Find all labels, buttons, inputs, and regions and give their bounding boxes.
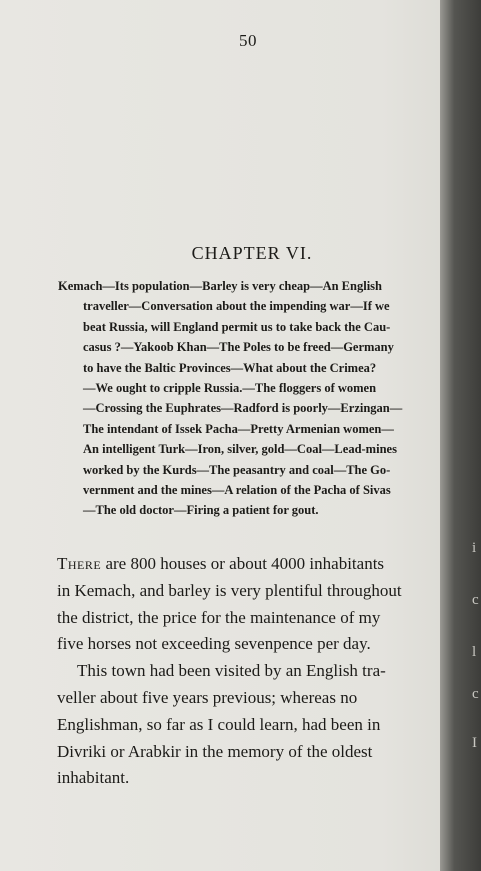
edge-letter: I: [472, 735, 477, 751]
opening-word: There: [57, 554, 102, 573]
synopsis-line: worked by the Kurds—The peasantry and coal—The Go-: [83, 462, 391, 477]
paragraph-line: the district, the price for the maintenance of my: [57, 607, 381, 627]
edge-letter: l: [472, 644, 477, 660]
edge-letter: c: [472, 686, 479, 702]
synopsis-line: traveller—Conversation about the impending war—If we: [83, 299, 390, 314]
paragraph-line-text: are 800 houses or about 4000 inhabitants: [101, 554, 385, 573]
chapter-title: CHAPTER VI.: [191, 243, 313, 264]
edge-letter: i: [472, 540, 477, 556]
synopsis-line: vernment and the mines—A relation of the Pacha of Sivas: [83, 483, 391, 498]
next-page-edge: [472, 540, 481, 780]
synopsis-line: An intelligent Turk—Iron, silver, gold—Coal—Lead-mines: [83, 442, 397, 457]
paragraph-line: inhabitant.: [57, 768, 130, 788]
synopsis-line: —Crossing the Euphrates—Radford is poorly—Erzingan—: [83, 401, 403, 416]
edge-letter: c: [472, 592, 479, 608]
body-text: [57, 551, 449, 792]
paragraph-line: five horses not exceeding sevenpence per day.: [57, 634, 371, 654]
paragraph-line: Englishman, so far as I could learn, had been in: [57, 714, 381, 734]
synopsis-line: casus ?—Yakoob Khan—The Poles to be freed—Germany: [83, 340, 394, 355]
synopsis-line: Kemach—Its population—Barley is very cheap—An English: [58, 279, 382, 293]
synopsis-line: —We ought to cripple Russia.—The floggers of women: [83, 381, 377, 396]
synopsis-line: beat Russia, will England permit us to take back the Cau-: [83, 319, 391, 334]
page-number: 50: [239, 31, 257, 50]
paragraph-line: This town had been visited by an English tra-: [77, 661, 386, 681]
synopsis-line: The intendant of Issek Pacha—Pretty Armenian women—: [83, 421, 394, 436]
synopsis-line: to have the Baltic Provinces—What about the Crimea?: [83, 360, 377, 375]
paragraph-line: in Kemach, and barley is very plentiful throughout: [57, 580, 402, 600]
paragraph-line: Divriki or Arabkir in the memory of the oldest: [57, 741, 373, 761]
synopsis-line: —The old doctor—Firing a patient for gout.: [83, 503, 319, 518]
paragraph-line: veller about five years previous; whereas no: [57, 687, 358, 707]
chapter-synopsis: [58, 276, 464, 521]
paragraph-line: [57, 551, 449, 578]
